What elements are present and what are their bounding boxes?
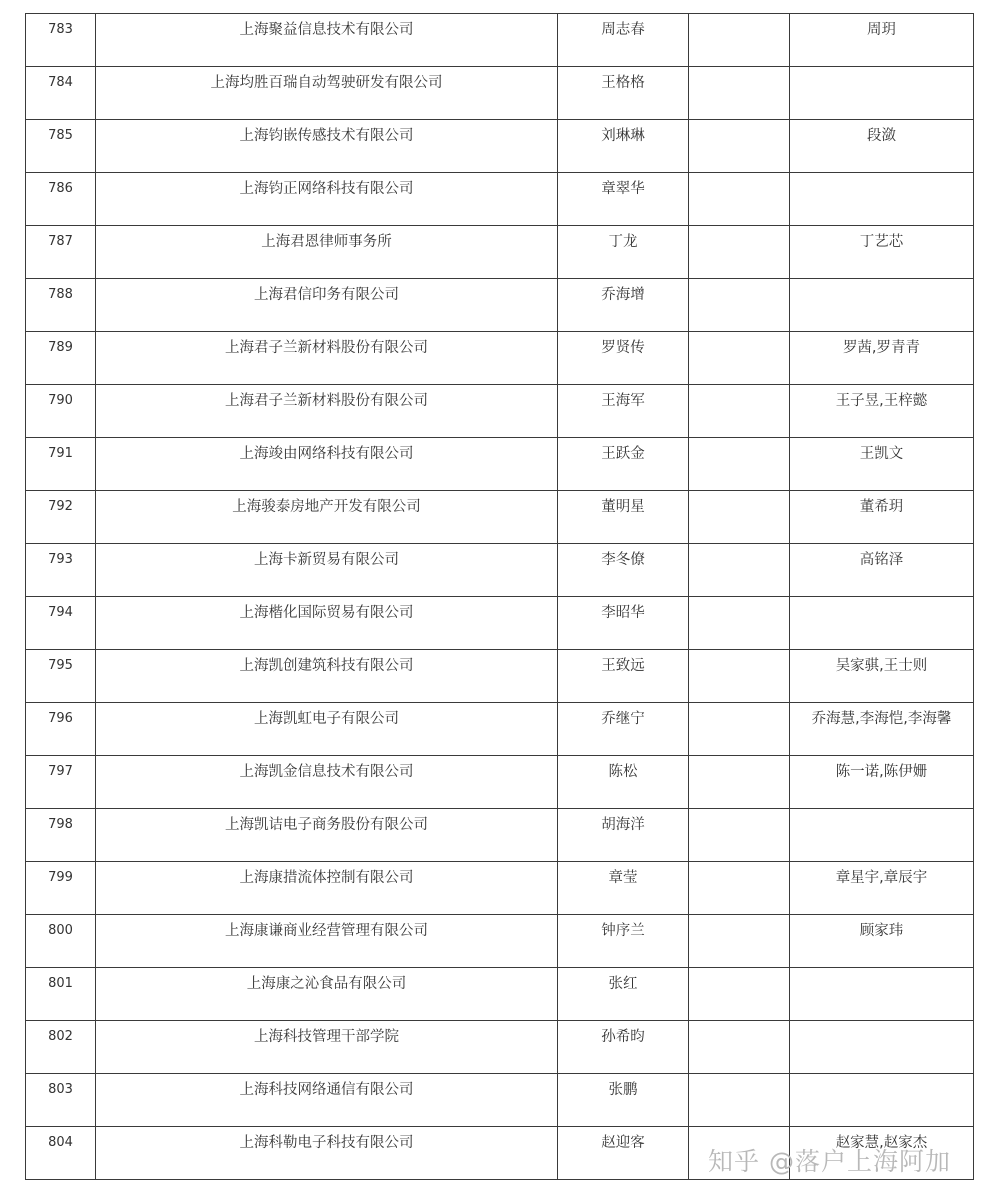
family-members-cell bbox=[790, 279, 974, 332]
row-number: 803 bbox=[48, 1082, 73, 1097]
blank-cell bbox=[689, 385, 789, 391]
applicant-name: 张鹏 bbox=[608, 1082, 638, 1098]
blank-cell-cell bbox=[689, 385, 790, 438]
family-members: 乔海慧,李海恺,李海馨 bbox=[811, 711, 952, 727]
family-members bbox=[790, 597, 973, 603]
table-row bbox=[26, 491, 974, 544]
family-members: 高铭泽 bbox=[859, 552, 904, 568]
row-number: 800 bbox=[48, 923, 73, 938]
company-name-cell bbox=[96, 809, 558, 862]
family-members-cell bbox=[790, 650, 974, 703]
applicant-name: 章莹 bbox=[608, 870, 638, 886]
company-name-cell bbox=[96, 120, 558, 173]
blank-cell bbox=[689, 1127, 789, 1133]
applicant-name-cell bbox=[558, 279, 689, 332]
family-members bbox=[790, 173, 973, 179]
blank-cell bbox=[689, 332, 789, 338]
row-number-cell bbox=[26, 14, 96, 67]
row-number: 797 bbox=[48, 764, 73, 779]
row-number-cell bbox=[26, 703, 96, 756]
table-row bbox=[26, 544, 974, 597]
applicant-name-cell bbox=[558, 650, 689, 703]
blank-cell bbox=[689, 756, 789, 762]
table-row bbox=[26, 226, 974, 279]
blank-cell bbox=[689, 67, 789, 73]
table-row bbox=[26, 650, 974, 703]
applicant-name-cell bbox=[558, 544, 689, 597]
table-row bbox=[26, 173, 974, 226]
row-number-cell bbox=[26, 332, 96, 385]
row-number-cell bbox=[26, 862, 96, 915]
company-name: 上海卡新贸易有限公司 bbox=[254, 552, 399, 568]
family-members: 陈一诺,陈伊姗 bbox=[835, 764, 928, 780]
blank-cell-cell bbox=[689, 597, 790, 650]
applicant-name-cell bbox=[558, 1074, 689, 1127]
family-members: 赵家慧,赵家杰 bbox=[835, 1135, 928, 1151]
table-row bbox=[26, 703, 974, 756]
applicant-name: 王跃金 bbox=[601, 446, 645, 462]
applicant-name-cell bbox=[558, 968, 689, 1021]
applicant-name-cell bbox=[558, 862, 689, 915]
table-row bbox=[26, 915, 974, 968]
table-row bbox=[26, 438, 974, 491]
blank-cell-cell bbox=[689, 1021, 790, 1074]
blank-cell bbox=[689, 226, 789, 232]
family-members: 罗茜,罗青青 bbox=[842, 340, 921, 356]
row-number: 804 bbox=[48, 1135, 73, 1150]
row-number: 793 bbox=[48, 552, 73, 567]
blank-cell-cell bbox=[689, 544, 790, 597]
blank-cell bbox=[689, 120, 789, 126]
row-number-cell bbox=[26, 226, 96, 279]
applicant-name-cell bbox=[558, 491, 689, 544]
company-name: 上海凯金信息技术有限公司 bbox=[239, 764, 414, 780]
company-name-cell bbox=[96, 332, 558, 385]
table-row bbox=[26, 14, 974, 67]
family-members bbox=[790, 279, 973, 285]
row-number: 801 bbox=[48, 976, 73, 991]
applicant-name: 赵迎客 bbox=[601, 1135, 645, 1151]
blank-cell bbox=[689, 14, 789, 20]
row-number: 794 bbox=[48, 605, 73, 620]
table-row bbox=[26, 1074, 974, 1127]
company-name-cell bbox=[96, 756, 558, 809]
applicant-name: 王格格 bbox=[601, 75, 645, 91]
row-number-cell bbox=[26, 173, 96, 226]
family-members: 段潋 bbox=[867, 128, 896, 144]
family-members: 丁艺芯 bbox=[859, 234, 904, 250]
family-members bbox=[790, 1074, 973, 1080]
family-members-cell bbox=[790, 597, 974, 650]
family-members-cell bbox=[790, 226, 974, 279]
family-members: 章星宇,章辰宇 bbox=[835, 870, 928, 886]
family-members bbox=[790, 1021, 973, 1027]
family-members-cell bbox=[790, 491, 974, 544]
family-members-cell bbox=[790, 544, 974, 597]
applicant-name-cell bbox=[558, 438, 689, 491]
family-members bbox=[790, 67, 973, 73]
company-name-cell bbox=[96, 67, 558, 120]
family-members-cell bbox=[790, 1021, 974, 1074]
blank-cell bbox=[689, 173, 789, 179]
row-number: 796 bbox=[48, 711, 73, 726]
table-row bbox=[26, 120, 974, 173]
applicant-name-cell bbox=[558, 597, 689, 650]
blank-cell-cell bbox=[689, 173, 790, 226]
blank-cell bbox=[689, 1074, 789, 1080]
company-name: 上海科勒电子科技有限公司 bbox=[239, 1135, 414, 1151]
applicant-name-cell bbox=[558, 226, 689, 279]
company-name: 上海钧正网络科技有限公司 bbox=[239, 181, 414, 197]
company-name: 上海君子兰新材料股份有限公司 bbox=[225, 393, 428, 409]
blank-cell bbox=[689, 597, 789, 603]
row-number: 795 bbox=[48, 658, 73, 673]
applicant-name: 胡海洋 bbox=[601, 817, 645, 833]
row-number-cell bbox=[26, 650, 96, 703]
company-name: 上海骏泰房地产开发有限公司 bbox=[232, 499, 421, 515]
blank-cell-cell bbox=[689, 703, 790, 756]
applicant-name-cell bbox=[558, 120, 689, 173]
company-name: 上海君子兰新材料股份有限公司 bbox=[225, 340, 428, 356]
table-row bbox=[26, 1021, 974, 1074]
blank-cell-cell bbox=[689, 67, 790, 120]
applicant-name-cell bbox=[558, 1021, 689, 1074]
family-members-cell bbox=[790, 332, 974, 385]
row-number: 802 bbox=[48, 1029, 73, 1044]
applicant-name-cell bbox=[558, 173, 689, 226]
family-members: 顾家玮 bbox=[859, 923, 904, 939]
row-number-cell bbox=[26, 120, 96, 173]
blank-cell bbox=[689, 862, 789, 868]
family-members: 王凯文 bbox=[859, 446, 904, 462]
row-number-cell bbox=[26, 67, 96, 120]
blank-cell-cell bbox=[689, 491, 790, 544]
row-number-cell bbox=[26, 1021, 96, 1074]
company-name: 上海康措流体控制有限公司 bbox=[239, 870, 414, 886]
company-name-cell bbox=[96, 862, 558, 915]
applicant-name: 李昭华 bbox=[601, 605, 645, 621]
applicant-name: 丁龙 bbox=[608, 234, 638, 250]
company-name-cell bbox=[96, 1127, 558, 1180]
family-members-cell bbox=[790, 1074, 974, 1127]
row-number: 790 bbox=[48, 393, 73, 408]
company-name-cell bbox=[96, 544, 558, 597]
row-number-cell bbox=[26, 1074, 96, 1127]
company-name: 上海凯诘电子商务股份有限公司 bbox=[225, 817, 428, 833]
row-number-cell bbox=[26, 1127, 96, 1180]
row-number: 788 bbox=[48, 287, 73, 302]
company-name-cell bbox=[96, 14, 558, 67]
company-name-cell bbox=[96, 1021, 558, 1074]
table-row bbox=[26, 279, 974, 332]
company-name: 上海康之沁食品有限公司 bbox=[246, 976, 407, 992]
blank-cell-cell bbox=[689, 226, 790, 279]
company-name: 上海均胜百瑞自动驾驶研发有限公司 bbox=[210, 75, 443, 91]
blank-cell bbox=[689, 703, 789, 709]
table-row bbox=[26, 809, 974, 862]
family-members-cell bbox=[790, 915, 974, 968]
company-name: 上海竣由网络科技有限公司 bbox=[239, 446, 414, 462]
applicant-name: 王海军 bbox=[601, 393, 645, 409]
company-name-cell bbox=[96, 279, 558, 332]
blank-cell-cell bbox=[689, 650, 790, 703]
row-number: 786 bbox=[48, 181, 73, 196]
applicant-name: 章翠华 bbox=[601, 181, 645, 197]
blank-cell-cell bbox=[689, 756, 790, 809]
applicant-name: 张红 bbox=[608, 976, 638, 992]
family-members-cell bbox=[790, 703, 974, 756]
row-number: 792 bbox=[48, 499, 73, 514]
blank-cell bbox=[689, 544, 789, 550]
table-row bbox=[26, 968, 974, 1021]
applicant-name-cell bbox=[558, 67, 689, 120]
company-name: 上海康谦商业经营管理有限公司 bbox=[225, 923, 428, 939]
family-members-cell bbox=[790, 438, 974, 491]
company-name: 上海聚益信息技术有限公司 bbox=[239, 22, 414, 38]
company-name: 上海钧嵌传感技术有限公司 bbox=[239, 128, 414, 144]
company-name: 上海君信印务有限公司 bbox=[254, 287, 399, 303]
applicant-name-cell bbox=[558, 756, 689, 809]
family-members-cell bbox=[790, 756, 974, 809]
applicant-name: 孙希昀 bbox=[601, 1029, 645, 1045]
applicant-name: 陈松 bbox=[608, 764, 638, 780]
company-name-cell bbox=[96, 597, 558, 650]
row-number-cell bbox=[26, 597, 96, 650]
blank-cell bbox=[689, 915, 789, 921]
blank-cell bbox=[689, 491, 789, 497]
row-number-cell bbox=[26, 809, 96, 862]
family-members bbox=[790, 809, 973, 815]
applicant-name-cell bbox=[558, 332, 689, 385]
company-name-cell bbox=[96, 703, 558, 756]
row-number-cell bbox=[26, 438, 96, 491]
applicant-name-cell bbox=[558, 385, 689, 438]
company-name-cell bbox=[96, 491, 558, 544]
blank-cell-cell bbox=[689, 862, 790, 915]
blank-cell-cell bbox=[689, 968, 790, 1021]
company-name: 上海凯虹电子有限公司 bbox=[254, 711, 399, 727]
applicant-name: 钟序兰 bbox=[601, 923, 645, 939]
row-number: 784 bbox=[48, 75, 73, 90]
company-name-cell bbox=[96, 1074, 558, 1127]
blank-cell bbox=[689, 968, 789, 974]
blank-cell-cell bbox=[689, 279, 790, 332]
row-number: 783 bbox=[48, 22, 73, 37]
company-name-cell bbox=[96, 438, 558, 491]
company-name-cell bbox=[96, 968, 558, 1021]
family-members: 吴家骐,王士则 bbox=[835, 658, 928, 674]
company-name: 上海科技管理干部学院 bbox=[254, 1029, 399, 1045]
row-number-cell bbox=[26, 915, 96, 968]
family-members-cell bbox=[790, 67, 974, 120]
family-members-cell bbox=[790, 385, 974, 438]
table-row bbox=[26, 385, 974, 438]
family-members bbox=[790, 968, 973, 974]
applicant-name-cell bbox=[558, 809, 689, 862]
blank-cell-cell bbox=[689, 120, 790, 173]
applicant-name: 罗贤传 bbox=[601, 340, 645, 356]
applicant-name: 乔海增 bbox=[601, 287, 645, 303]
family-members: 周玥 bbox=[867, 22, 896, 38]
company-name: 上海君恩律师事务所 bbox=[261, 234, 392, 250]
company-name: 上海凯创建筑科技有限公司 bbox=[239, 658, 414, 674]
blank-cell bbox=[689, 650, 789, 656]
row-number-cell bbox=[26, 544, 96, 597]
blank-cell-cell bbox=[689, 332, 790, 385]
family-members-cell bbox=[790, 809, 974, 862]
table-row bbox=[26, 756, 974, 809]
table-row bbox=[26, 862, 974, 915]
row-number: 785 bbox=[48, 128, 73, 143]
blank-cell bbox=[689, 1021, 789, 1027]
company-name-cell bbox=[96, 650, 558, 703]
company-name-cell bbox=[96, 915, 558, 968]
family-members-cell bbox=[790, 14, 974, 67]
table-row bbox=[26, 67, 974, 120]
row-number: 799 bbox=[48, 870, 73, 885]
row-number: 789 bbox=[48, 340, 73, 355]
family-members-cell bbox=[790, 862, 974, 915]
table-row bbox=[26, 597, 974, 650]
watermark: 知乎 @落户上海阿加 bbox=[708, 1147, 951, 1176]
applicant-name-cell bbox=[558, 1127, 689, 1180]
blank-cell bbox=[689, 279, 789, 285]
applicant-name: 周志春 bbox=[601, 22, 645, 38]
family-members: 王子昱,王梓懿 bbox=[835, 393, 928, 409]
blank-cell bbox=[689, 809, 789, 815]
applicant-name-cell bbox=[558, 915, 689, 968]
applicant-table bbox=[25, 13, 974, 1180]
row-number-cell bbox=[26, 756, 96, 809]
row-number-cell bbox=[26, 279, 96, 332]
row-number: 798 bbox=[48, 817, 73, 832]
company-name: 上海科技网络通信有限公司 bbox=[239, 1082, 414, 1098]
company-name-cell bbox=[96, 226, 558, 279]
blank-cell-cell bbox=[689, 438, 790, 491]
blank-cell-cell bbox=[689, 14, 790, 67]
applicant-name-cell bbox=[558, 703, 689, 756]
applicant-name: 李冬僚 bbox=[601, 552, 645, 568]
family-members-cell bbox=[790, 173, 974, 226]
blank-cell bbox=[689, 438, 789, 444]
applicant-name: 王致远 bbox=[601, 658, 645, 674]
row-number-cell bbox=[26, 385, 96, 438]
row-number-cell bbox=[26, 968, 96, 1021]
company-name-cell bbox=[96, 173, 558, 226]
family-members-cell bbox=[790, 120, 974, 173]
applicant-name: 刘琳琳 bbox=[601, 128, 645, 144]
family-members: 董希玥 bbox=[859, 499, 904, 515]
blank-cell-cell bbox=[689, 915, 790, 968]
applicant-name: 董明星 bbox=[601, 499, 645, 515]
company-name: 上海楷化国际贸易有限公司 bbox=[239, 605, 414, 621]
row-number: 787 bbox=[48, 234, 73, 249]
company-name-cell bbox=[96, 385, 558, 438]
blank-cell-cell bbox=[689, 809, 790, 862]
blank-cell-cell bbox=[689, 1074, 790, 1127]
table-row bbox=[26, 332, 974, 385]
row-number: 791 bbox=[48, 446, 73, 461]
applicant-name: 乔继宁 bbox=[601, 711, 645, 727]
family-members-cell bbox=[790, 968, 974, 1021]
applicant-name-cell bbox=[558, 14, 689, 67]
row-number-cell bbox=[26, 491, 96, 544]
